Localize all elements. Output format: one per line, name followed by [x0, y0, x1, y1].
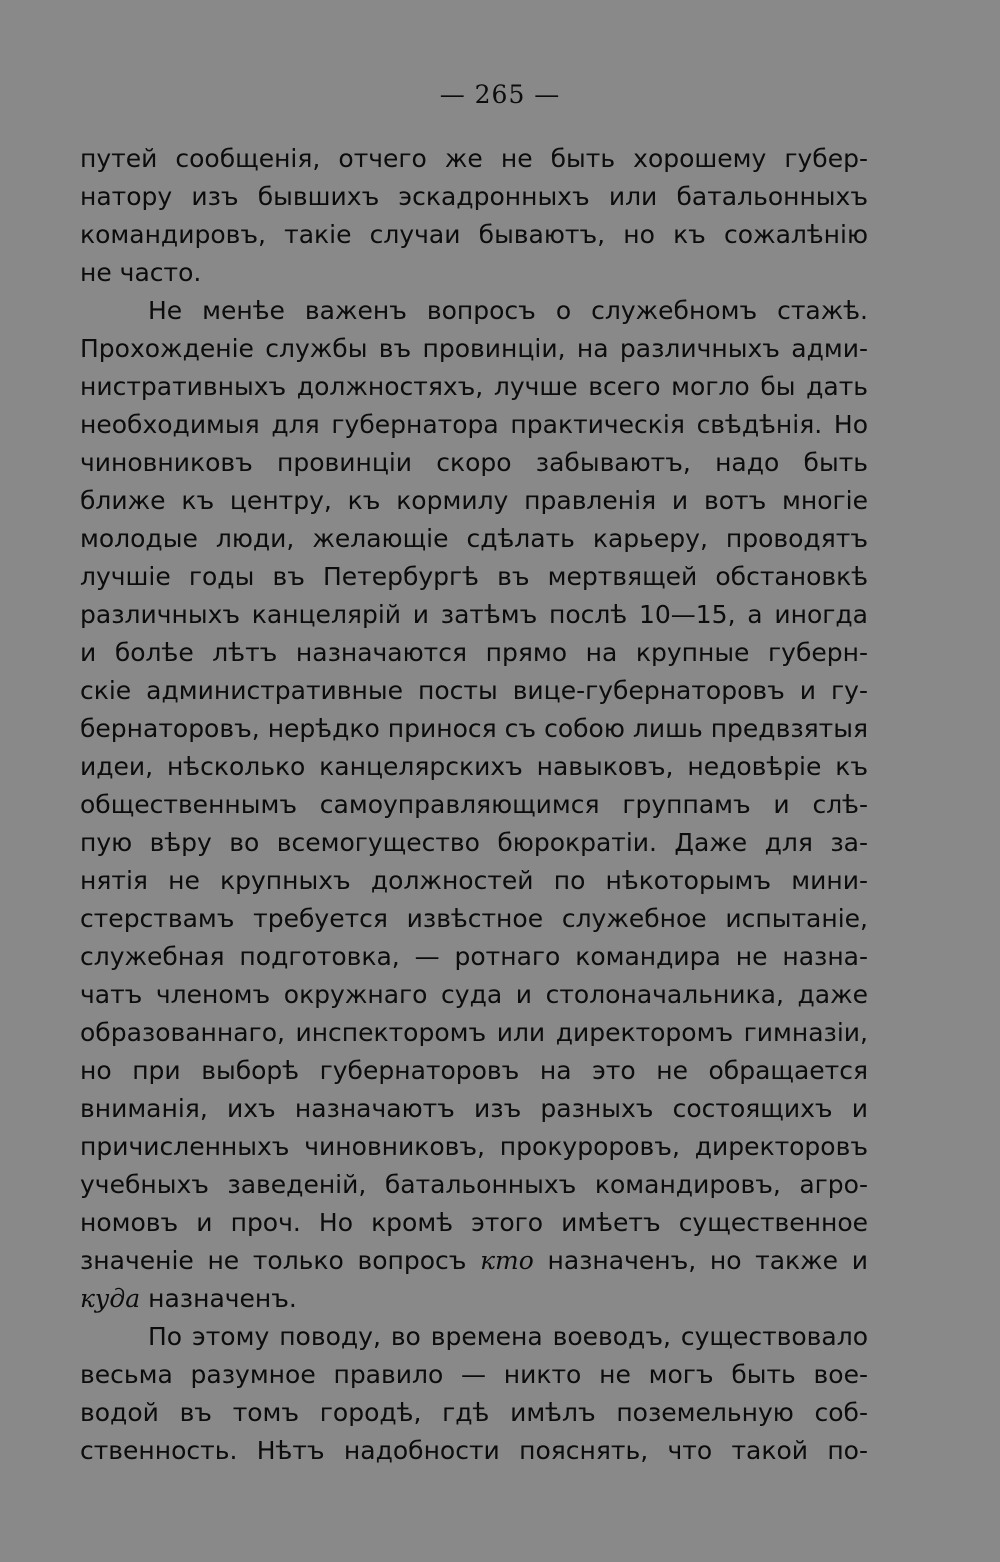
text-line: лучшіе годы въ Петербургѣ въ мертвящей обстановкѣ	[80, 562, 868, 591]
text-line: не часто.	[80, 258, 202, 287]
text-line: учебныхъ заведеній, батальонныхъ командировъ, агро-	[80, 1170, 868, 1199]
text-line: идеи, нѣсколько канцелярскихъ навыковъ, недовѣріе къ	[80, 752, 868, 781]
text-line: весьма разумное правило — никто не могъ быть вое-	[80, 1360, 868, 1389]
emphasis-kuda: куда	[80, 1284, 141, 1313]
text-line: вниманія, ихъ назначаютъ изъ разныхъ состоящихъ и	[80, 1094, 868, 1123]
text-run: значеніе не только вопросъ	[80, 1246, 467, 1275]
text-line: молодые люди, желающіе сдѣлать карьеру, проводятъ	[80, 524, 868, 553]
text-line: номовъ и проч. Но кромѣ этого имѣетъ существенное	[80, 1208, 868, 1237]
text-line: образованнаго, инспекторомъ или директоромъ гимназіи,	[80, 1018, 868, 1047]
text-line: командировъ, такіе случаи бываютъ, но къ сожалѣнію	[80, 220, 868, 249]
text-line: пую вѣру во всемогущество бюрократіи. Даже для за-	[80, 828, 868, 857]
text-line: путей сообщенія, отчего же не быть хорошему губер-	[80, 144, 868, 173]
text-line: нятія не крупныхъ должностей по нѣкоторымъ мини-	[80, 866, 868, 895]
text-line: бернаторовъ, нерѣдко принося съ собою лишь предвзятыя	[80, 714, 868, 743]
text-line: ближе къ центру, къ кормилу правленія и вотъ многіе	[80, 486, 868, 515]
text-line: ственность. Нѣтъ надобности пояснять, что такой по-	[80, 1436, 868, 1465]
text-line: необходимыя для губернатора практическія свѣдѣнія. Но	[80, 410, 868, 439]
text-line: различныхъ канцелярій и затѣмъ послѣ 10—15, а иногда	[80, 600, 868, 629]
text-line: чатъ членомъ окружнаго суда и столоначальника, даже	[80, 980, 868, 1009]
text-line: нистративныхъ должностяхъ, лучше всего могло бы дать	[80, 372, 868, 401]
text-line: натору изъ бывшихъ эскадронныхъ или батальонныхъ	[80, 182, 868, 211]
text-run: назначенъ.	[148, 1284, 297, 1313]
text-line: и болѣе лѣтъ назначаются прямо на крупные губерн-	[80, 638, 868, 667]
text-line: чиновниковъ провинціи скоро забываютъ, надо быть	[80, 448, 868, 477]
emphasis-kto: кто	[480, 1246, 534, 1275]
text-line: водой въ томъ городѣ, гдѣ имѣлъ поземельную соб-	[80, 1398, 868, 1427]
text-line: По этому поводу, во времена воеводъ, существовало	[148, 1322, 868, 1351]
text-line: причисленныхъ чиновниковъ, прокуроровъ, директоровъ	[80, 1132, 868, 1161]
text-line: Не менѣе важенъ вопросъ о служебномъ стажѣ.	[148, 296, 868, 325]
text-line-with-emphasis	[80, 1242, 868, 1280]
text-line: стерствамъ требуется извѣстное служебное испытаніе,	[80, 904, 868, 933]
page-number: — 265 —	[439, 80, 561, 109]
text-line: служебная подготовка, — ротнаго командира не назна-	[80, 942, 868, 971]
text-line: общественнымъ самоуправляющимся группамъ и слѣ-	[80, 790, 868, 819]
text-line: Прохожденіе службы въ провинціи, на различныхъ адми-	[80, 334, 868, 363]
text-run: назначенъ, но также и	[547, 1246, 868, 1275]
text-line: но при выборѣ губернаторовъ на это не обращается	[80, 1056, 868, 1085]
body-text	[80, 140, 868, 1470]
text-line-with-emphasis	[80, 1280, 868, 1318]
text-line: скіе административные посты вице-губернаторовъ и гу-	[80, 676, 868, 705]
